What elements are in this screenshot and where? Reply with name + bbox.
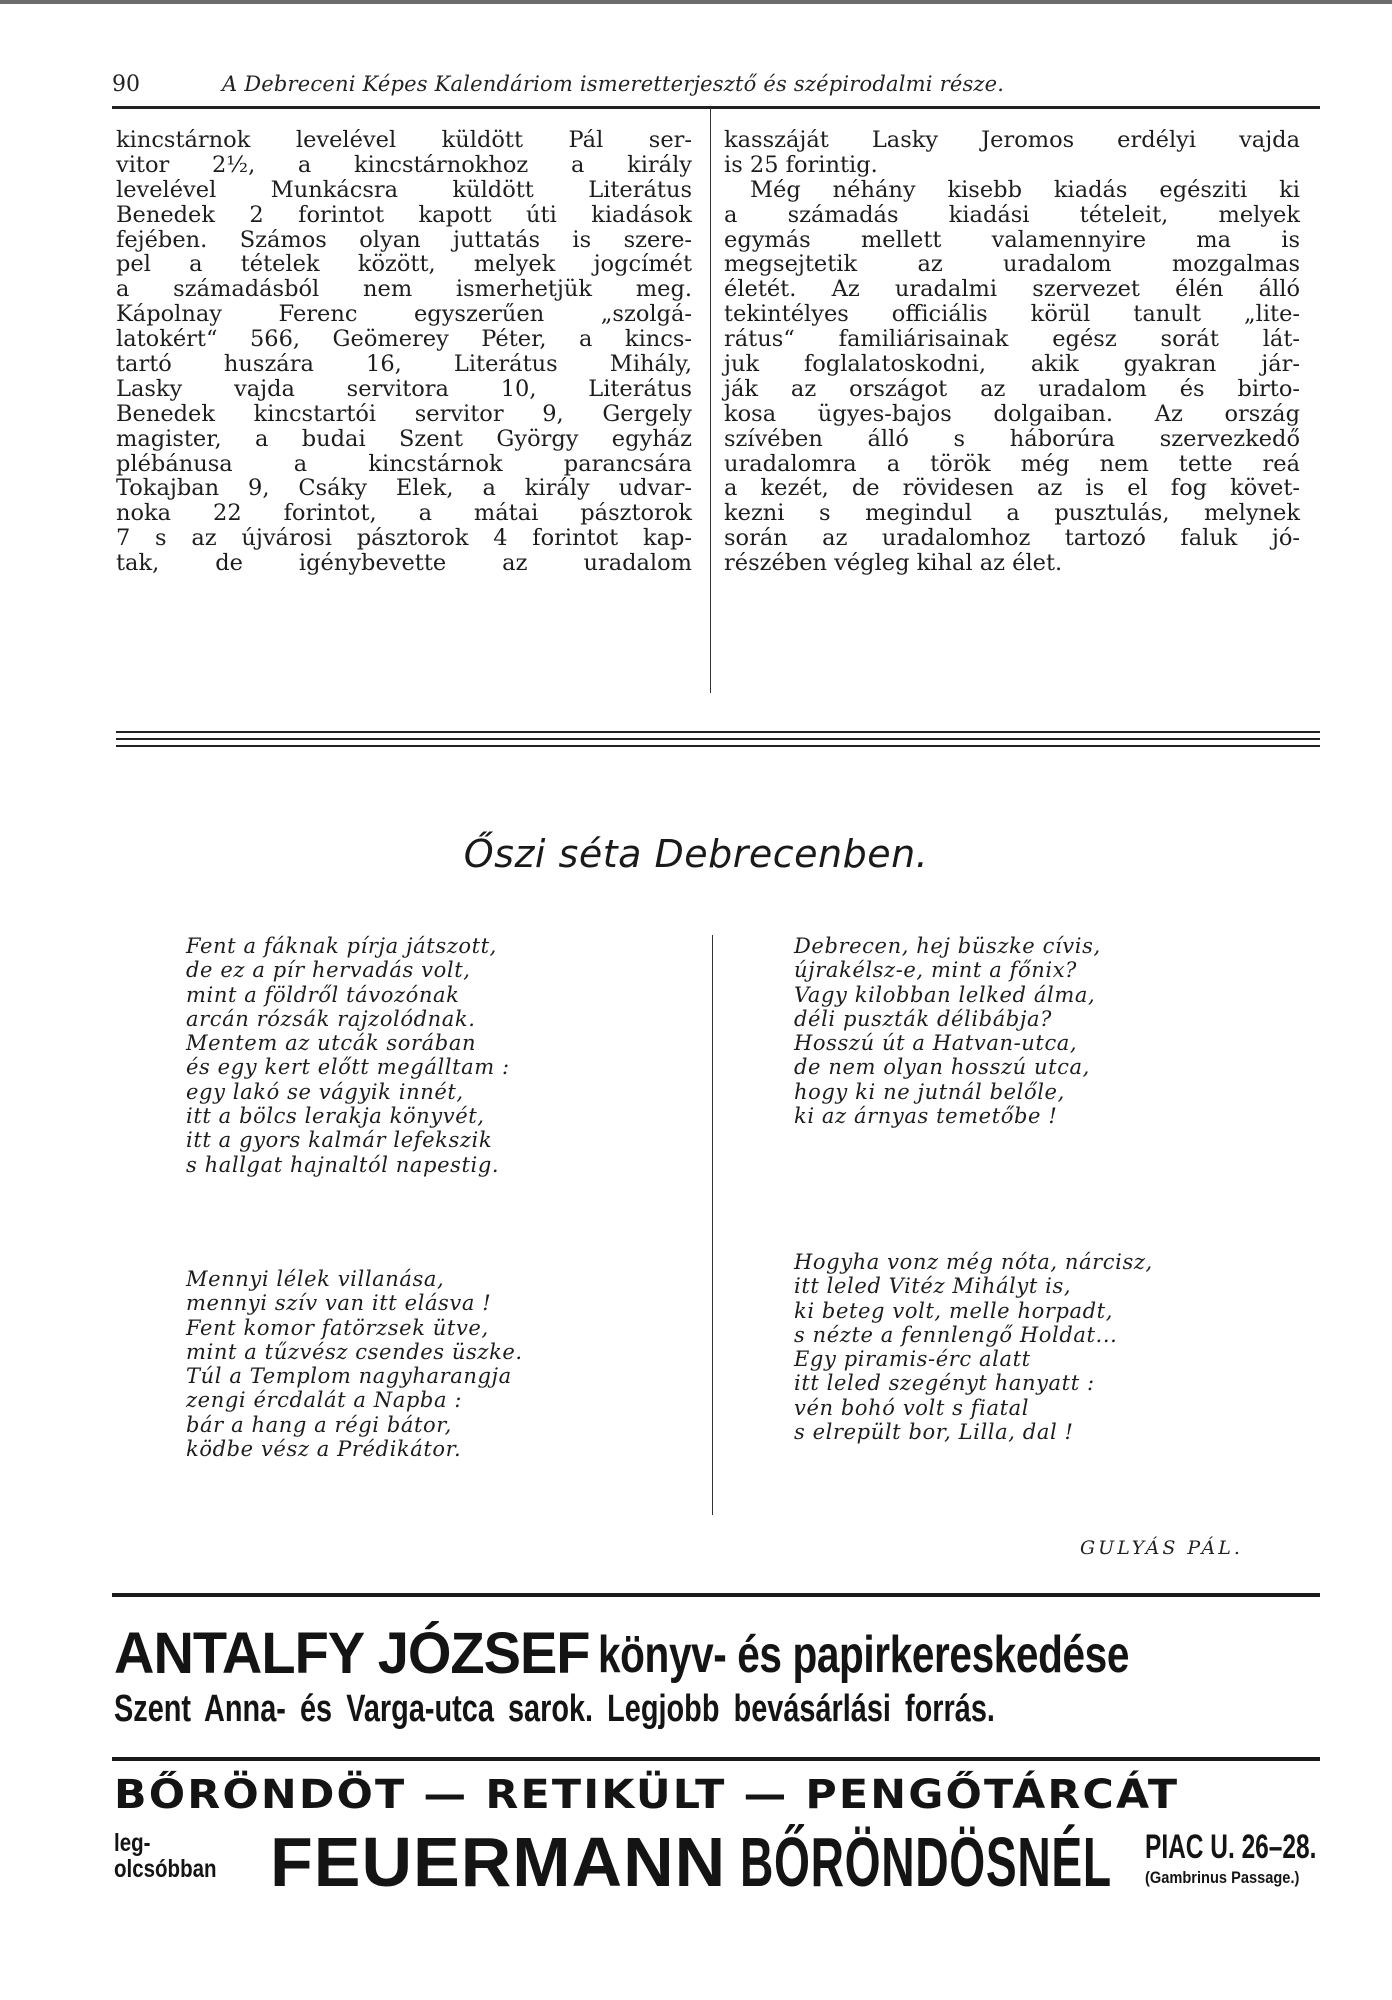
- verse-line: újrakélsz-e, mint a főnix?: [794, 958, 1078, 983]
- text-line: Kápolnay Ferenc egyszerűen „szolgá-: [116, 301, 692, 328]
- verse-line: Mennyi lélek villanása,: [186, 1267, 445, 1291]
- verse-line: mennyi szív van itt elásva !: [186, 1291, 492, 1316]
- text-line: a számadásból nem ismerhetjük meg.: [116, 276, 692, 303]
- verse-line: mint a tűzvész csendes üszke.: [186, 1339, 523, 1364]
- verse-line: itt leled szegényt hanyatt :: [794, 1371, 1095, 1396]
- verse-line: egy lakó se vágyik innét,: [186, 1079, 464, 1104]
- antalfy-trade: könyv- és papirkereskedése: [597, 1626, 1129, 1684]
- text-line: a kezét, de rövidesen az is el fog követ-: [724, 475, 1300, 502]
- text-line: noka 22 forintot, a mátai pásztorok: [116, 500, 692, 527]
- poem-stanza-3: [794, 934, 1101, 1128]
- text-line: plébánusa a kincstárnok parancsára: [116, 450, 692, 477]
- verse-line: Hogyha vonz még nóta, nárcisz,: [794, 1250, 1153, 1274]
- feuermann-address: PIAC U. 26–28.: [1145, 1828, 1317, 1866]
- ad-middle-rule: [112, 1757, 1320, 1761]
- feuermann-prefix: [114, 1830, 217, 1882]
- text-line: levelével Munkácsra küldött Literátus: [116, 176, 692, 203]
- verse-line: s hallgat hajnaltól napestig.: [186, 1152, 500, 1177]
- text-line: 7 s az újvárosi pásztorok 4 forintot kap-: [116, 525, 692, 552]
- page-header: [112, 72, 1322, 102]
- verse-line: Vagy kilobban lelked álma,: [794, 982, 1096, 1007]
- verse-line: Debrecen, hej büszke cívis,: [794, 934, 1101, 958]
- section-divider-rule: [116, 731, 1320, 733]
- poem-author: GULYÁS PÁL.: [1080, 1537, 1243, 1559]
- text-line: a számadás kiadási tételeit, melyek: [724, 201, 1300, 228]
- text-line: kosa ügyes-bajos dolgaiban. Az ország: [724, 400, 1300, 427]
- poem-title: Őszi séta Debrecenben.: [463, 832, 929, 876]
- text-line: szívében álló s háborúra szervezkedő: [724, 425, 1300, 452]
- scan-edge: [0, 0, 1392, 4]
- text-line: uradalomra a török még nem tette reá: [724, 450, 1300, 477]
- verse-line: Fent a fáknak pírja játszott,: [186, 934, 497, 958]
- poem-stanza-1: [186, 934, 510, 1177]
- verse-line: hogy ki ne jutnál belőle,: [794, 1079, 1065, 1104]
- verse-line: s elrepült bor, Lilla, dal !: [794, 1420, 1074, 1445]
- antalfy-name: ANTALFY JÓZSEF: [114, 1619, 590, 1686]
- verse-line: mint a földről távozónak: [186, 982, 460, 1007]
- article-right-column: [724, 128, 1300, 576]
- verse-line: arcán rózsák rajzolódnak.: [186, 1006, 476, 1031]
- feuermann-name: FEUERMANN: [270, 1823, 727, 1901]
- text-line: juk foglalatoskodni, akik gyakran jár-: [724, 351, 1300, 378]
- poem-stanza-4: [794, 1250, 1153, 1444]
- text-line: kincstárnok levelével küldött Pál ser-: [116, 127, 692, 153]
- verse-line: bár a hang a régi bátor,: [186, 1412, 452, 1437]
- text-line: kezni s megindul a pusztulás, melynek: [724, 500, 1300, 527]
- verse-line: de nem olyan hosszú utca,: [794, 1055, 1090, 1080]
- feuermann-passage: (Gambrinus Passage.): [1145, 1868, 1300, 1887]
- verse-line: itt a bölcs lerakja könyvét,: [186, 1104, 485, 1129]
- text-line: kasszáját Lasky Jeromos erdélyi vajda: [724, 127, 1300, 153]
- text-line: megsejtetik az uradalom mozgalmas: [724, 251, 1300, 278]
- verse-line: itt a gyors kalmár lefekszik: [186, 1128, 493, 1153]
- verse-line: ki beteg volt, melle horpadt,: [794, 1298, 1113, 1323]
- verse-line: vén bohó volt s fiatal: [794, 1395, 1030, 1420]
- article-left-column: [116, 128, 692, 576]
- text-line: rátus“ familiárisainak egész sorát lát-: [724, 326, 1300, 353]
- text-line: során az uradalomhoz tartozó faluk jó-: [724, 525, 1300, 552]
- text-line: tak, de igénybevette az uradalom: [116, 550, 692, 577]
- prefix-line-2: olcsóbban: [114, 1855, 217, 1883]
- feuermann-goods: BŐRÖNDÖT — RETIKÜLT — PENGŐTÁRCÁT: [114, 1772, 1180, 1818]
- feuermann-shop: BŐRÖNDÖSNÉL: [740, 1823, 1112, 1901]
- verse-line: itt leled Vitéz Mihályt is,: [794, 1274, 1072, 1299]
- section-divider-rule: [116, 738, 1320, 740]
- verse-line: Túl a Templom nagyharangja: [186, 1364, 512, 1389]
- text-line: életét. Az uradalmi szervezet élén álló: [724, 276, 1300, 303]
- text-line: Benedek kincstartói servitor 9, Gergely: [116, 400, 692, 427]
- text-line: Lasky vajda servitora 10, Literátus: [116, 375, 692, 402]
- text-line: is 25 forintig.: [724, 151, 878, 178]
- text-line: fejében. Számos olyan juttatás is szere-: [116, 226, 692, 253]
- verse-line: Hosszú út a Hatvan-utca,: [794, 1031, 1078, 1056]
- text-line: ják az országot az uradalom és birto-: [724, 375, 1300, 402]
- text-line: latokért“ 566, Geömerey Péter, a kincs-: [116, 326, 692, 353]
- text-line: tekintélyes officiális körül tanult „lite-: [724, 301, 1300, 328]
- page-number: 90: [112, 72, 140, 97]
- verse-line: s nézte a fennlengő Holdat...: [794, 1322, 1118, 1347]
- verse-line: Egy piramis-érc alatt: [794, 1347, 1031, 1372]
- section-divider-rule: [116, 745, 1320, 747]
- verse-line: Fent komor fatörzsek ütve,: [186, 1315, 489, 1340]
- verse-line: Mentem az utcák sorában: [186, 1031, 477, 1056]
- column-separator: [710, 108, 711, 693]
- text-line: egymás mellett valamennyire ma is: [724, 226, 1300, 253]
- text-line: pel a tételek között, melyek jogcímét: [116, 251, 692, 278]
- text-line: magister, a budai Szent György egyház: [116, 425, 692, 452]
- text-line: Tokajban 9, Csáky Elek, a király udvar-: [116, 475, 692, 502]
- verse-line: zengi ércdalát a Napba :: [186, 1388, 463, 1413]
- poem-column-separator: [712, 935, 713, 1515]
- text-line: Még néhány kisebb kiadás egésziti ki: [750, 176, 1300, 203]
- text-line: részében végleg kihal az élet.: [724, 550, 1063, 577]
- antalfy-ad-headline: [114, 1619, 1324, 1686]
- ad-top-rule: [112, 1593, 1320, 1597]
- text-line: Benedek 2 forintot kapott úti kiadások: [116, 201, 692, 228]
- verse-line: déli puszták délibábja?: [794, 1006, 1052, 1031]
- verse-line: ködbe vész a Prédikátor.: [186, 1437, 462, 1462]
- verse-line: ki az árnyas temetőbe !: [794, 1104, 1058, 1129]
- prefix-line-1: leg-: [114, 1829, 151, 1857]
- header-rule: [112, 106, 1320, 109]
- antalfy-address: Szent Anna- és Varga-utca sarok. Legjobb bevásárlási forrás.: [114, 1688, 995, 1730]
- running-title: A Debreceni Képes Kalendáriom ismeretterjesztő és szépirodalmi része.: [222, 72, 1005, 96]
- text-line: vitor 2½, a kincstárnokhoz a király: [116, 151, 692, 178]
- text-line: tartó huszára 16, Literátus Mihály,: [116, 351, 692, 378]
- verse-line: de ez a pír hervadás volt,: [186, 958, 471, 983]
- poem-stanza-2: [186, 1267, 523, 1461]
- verse-line: és egy kert előtt megálltam :: [186, 1055, 510, 1080]
